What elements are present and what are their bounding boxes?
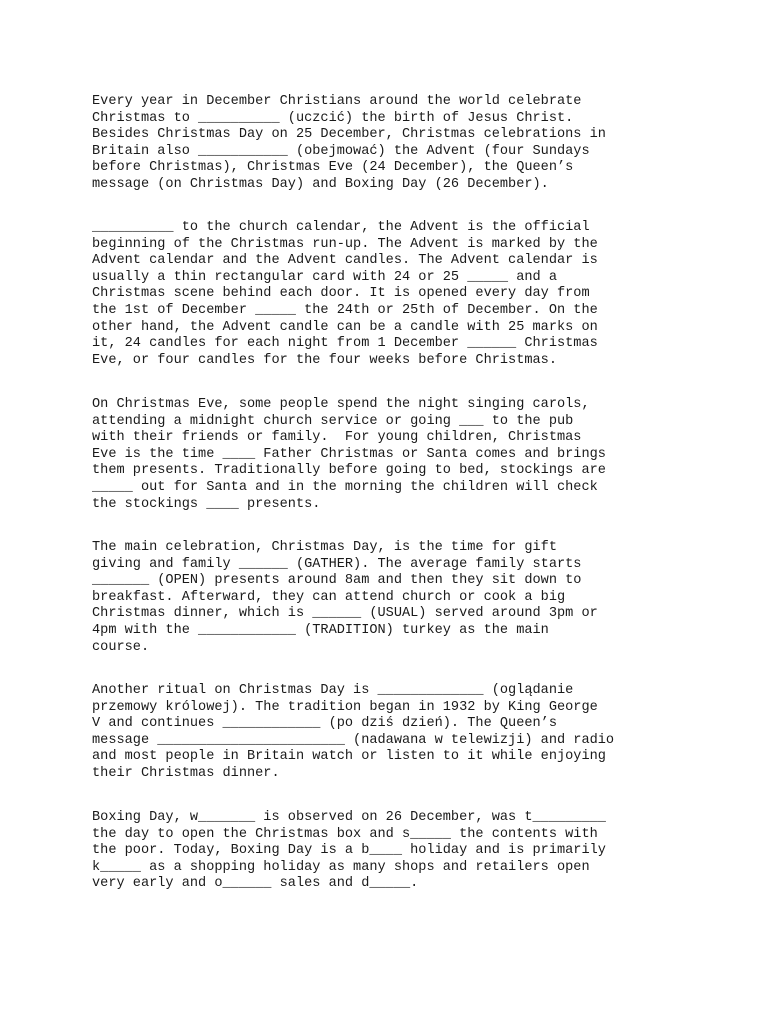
- text-line: message (on Christmas Day) and Boxing Day (26 December).: [92, 176, 549, 192]
- paragraph-christmas-eve: [92, 397, 692, 513]
- text-line: their Christmas dinner.: [92, 765, 280, 781]
- text-line: Another ritual on Christmas Day is _____________ (oglądanie: [92, 683, 574, 698]
- paragraph-advent: [92, 220, 692, 369]
- text-line: przemowy królowej). The tradition began in 1932 by King George: [92, 699, 598, 715]
- text-line: Advent calendar and the Advent candles. The Advent calendar is: [92, 253, 598, 269]
- text-line: message _______________________ (nadawana w telewizji) and radio: [92, 732, 615, 748]
- text-line: other hand, the Advent candle can be a candle with 25 marks on: [92, 319, 598, 335]
- text-line: with their friends or family. For young children, Christmas: [92, 430, 582, 446]
- text-line: Eve, or four candles for the four weeks before Christmas.: [92, 352, 557, 368]
- text-line: very early and o______ sales and d_____.: [92, 876, 419, 892]
- text-line: it, 24 candles for each night from 1 December ______ Christmas: [92, 336, 598, 352]
- text-line: On Christmas Eve, some people spend the night singing carols,: [92, 397, 590, 412]
- text-line: 4pm with the ____________ (TRADITION) turkey as the main: [92, 622, 549, 638]
- text-line: the poor. Today, Boxing Day is a b____ holiday and is primarily: [92, 843, 606, 859]
- text-line: Christmas to __________ (uczcić) the birth of Jesus Christ.: [92, 110, 574, 126]
- text-line: beginning of the Christmas run-up. The Advent is marked by the: [92, 236, 598, 252]
- text-line: breakfast. Afterward, they can attend church or cook a big: [92, 589, 566, 605]
- paragraph-queens-message: [92, 683, 692, 783]
- paragraph-christmas-intro: [92, 94, 692, 194]
- text-line: before Christmas), Christmas Eve (24 December), the Queen’s: [92, 160, 574, 176]
- text-line: giving and family ______ (GATHER). The average family starts: [92, 556, 582, 572]
- text-line: __________ to the church calendar, the Advent is the official: [92, 220, 590, 235]
- text-line: usually a thin rectangular card with 24 or 25 _____ and a: [92, 269, 557, 285]
- paragraph-christmas-day: [92, 540, 692, 656]
- text-line: the stockings ____ presents.: [92, 496, 321, 512]
- text-line: Boxing Day, w_______ is observed on 26 December, was t_________: [92, 810, 606, 825]
- text-line: Besides Christmas Day on 25 December, Christmas celebrations in: [92, 127, 606, 143]
- text-line: attending a midnight church service or going ___ to the pub: [92, 413, 574, 429]
- text-line: course.: [92, 639, 150, 655]
- text-line: and most people in Britain watch or listen to it while enjoying: [92, 749, 606, 765]
- text-line: Eve is the time ____ Father Christmas or Santa comes and brings: [92, 446, 606, 462]
- text-line: Every year in December Christians around the world celebrate: [92, 94, 582, 109]
- text-line: V and continues ____________ (po dziś dzień). The Queen’s: [92, 716, 557, 732]
- text-line: _____ out for Santa and in the morning the children will check: [92, 479, 598, 495]
- text-line: the 1st of December _____ the 24th or 25th of December. On the: [92, 302, 598, 318]
- text-line: Britain also ___________ (obejmować) the Advent (four Sundays: [92, 143, 590, 159]
- text-line: k_____ as a shopping holiday as many shops and retailers open: [92, 859, 590, 875]
- text-line: Christmas dinner, which is ______ (USUAL) served around 3pm or: [92, 606, 598, 622]
- text-line: _______ (OPEN) presents around 8am and then they sit down to: [92, 573, 582, 589]
- text-line: them presents. Traditionally before going to bed, stockings are: [92, 463, 606, 479]
- text-line: Christmas scene behind each door. It is opened every day from: [92, 286, 590, 302]
- paragraph-boxing-day: [92, 810, 692, 893]
- text-line: the day to open the Christmas box and s_____ the contents with: [92, 826, 598, 842]
- text-line: The main celebration, Christmas Day, is the time for gift: [92, 540, 557, 555]
